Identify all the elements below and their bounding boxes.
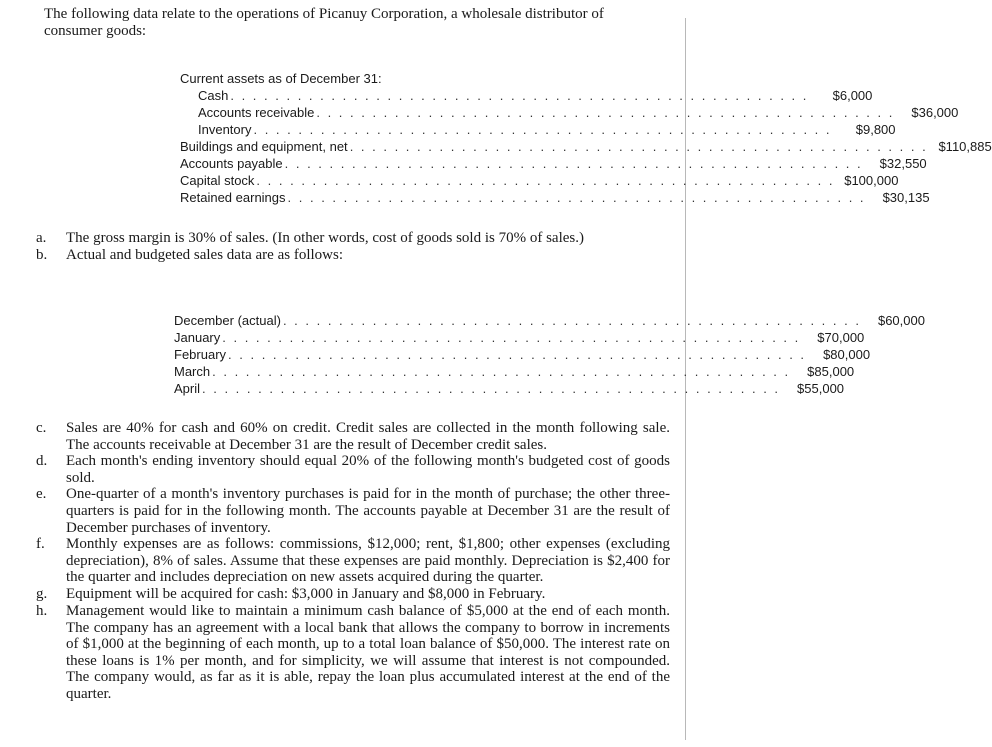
row-amount: $60,000 [877, 313, 925, 328]
row-label: February [174, 347, 227, 362]
balance-rows [180, 87, 992, 206]
row-amount: $70,000 [817, 330, 865, 345]
list-item [36, 420, 670, 453]
intro-line-2: consumer goods: [44, 23, 147, 39]
row-label: Accounts receivable [198, 105, 315, 120]
item-text: Sales are 40% for cash and 60% on credit. Credit sales are collected in the month following sale. The accounts receivable at December 31 are the result of December credit sales. [66, 420, 670, 453]
table-row [180, 138, 992, 155]
leader-dots: . . . . . . . . . . . . . . . . . . . . . . . . . . . . . . . . . . . . . . . . . . . . . . . . . . . . [282, 313, 861, 328]
list-item [36, 586, 670, 603]
leader-dots: . . . . . . . . . . . . . . . . . . . . . . . . . . . . . . . . . . . . . . . . . . . . . . . . . . . . [230, 88, 809, 103]
leader-dots: . . . . . . . . . . . . . . . . . . . . . . . . . . . . . . . . . . . . . . . . . . . . . . . . . . . . [256, 173, 835, 188]
row-label: January [174, 330, 221, 345]
row-amount: $55,000 [797, 381, 845, 396]
row-label: March [174, 364, 211, 379]
balance-heading: Current assets as of December 31: [180, 71, 382, 86]
intro-paragraph [44, 6, 684, 40]
intro-line-1: The following data relate to the operations of Picanuy Corporation, a wholesale distributor of [44, 6, 604, 22]
row-amount: $80,000 [823, 347, 871, 362]
list-item [36, 486, 670, 536]
table-row [174, 363, 855, 380]
balance-table [180, 70, 992, 206]
list-item [36, 247, 670, 264]
row-amount: $6,000 [832, 88, 873, 103]
item-marker: b. [36, 247, 48, 263]
row-label: Inventory [198, 122, 252, 137]
sales-table [174, 312, 925, 397]
row-label: Accounts payable [180, 156, 283, 171]
table-row [180, 121, 896, 138]
row-label: December (actual) [174, 313, 281, 328]
leader-dots: . . . . . . . . . . . . . . . . . . . . . . . . . . . . . . . . . . . . . . . . . . . . . . . . . . . . [228, 347, 807, 362]
item-marker: d. [36, 453, 48, 470]
list-item [36, 230, 670, 247]
table-row [174, 329, 865, 346]
table-row [174, 312, 925, 329]
item-marker: h. [36, 602, 48, 619]
item-text: Each month's ending inventory should equal 20% of the following month's budgeted cost of goods sold. [66, 453, 670, 486]
row-amount: $100,000 [844, 173, 899, 188]
leader-dots: . . . . . . . . . . . . . . . . . . . . . . . . . . . . . . . . . . . . . . . . . . . . . . . . . . . . [222, 330, 801, 345]
items-a-b [36, 230, 670, 264]
row-amount: $36,000 [911, 105, 959, 120]
row-label: April [174, 381, 201, 396]
item-marker: e. [36, 486, 47, 503]
leader-dots: . . . . . . . . . . . . . . . . . . . . . . . . . . . . . . . . . . . . . . . . . . . . . . . . . . . . [284, 156, 863, 171]
row-amount: $30,135 [882, 190, 930, 205]
items-c-h [36, 420, 670, 703]
item-text: Monthly expenses are as follows: commissions, $12,000; rent, $1,800; other expenses (excluding depreciation), 8% of sales. Assume that these expenses are paid monthly. Depreciation is $2,400 for the quarter and includes depreciation on new assets acquired during the quarter. [66, 536, 670, 586]
table-row [180, 104, 959, 121]
item-marker: g. [36, 585, 48, 602]
item-text: Actual and budgeted sales data are as follows: [66, 247, 343, 263]
leader-dots: . . . . . . . . . . . . . . . . . . . . . . . . . . . . . . . . . . . . . . . . . . . . . . . . . . . . [287, 190, 866, 205]
item-text: One-quarter of a month's inventory purchases is paid for in the month of purchase; the other three-quarters is paid for in the following month. The accounts payable at December 31 are the result of December purchases of inventory. [66, 486, 670, 536]
item-marker: c. [36, 420, 47, 436]
row-label: Capital stock [180, 173, 255, 188]
row-amount: $9,800 [855, 122, 896, 137]
row-label: Buildings and equipment, net [180, 139, 348, 154]
leader-dots: . . . . . . . . . . . . . . . . . . . . . . . . . . . . . . . . . . . . . . . . . . . . . . . . . . . . [349, 139, 928, 154]
table-row [180, 172, 899, 189]
item-text: The gross margin is 30% of sales. (In other words, cost of goods sold is 70% of sales.) [66, 230, 584, 246]
list-item [36, 603, 670, 703]
table-row [180, 155, 927, 172]
item-text: Equipment will be acquired for cash: $3,000 in January and $8,000 in February. [66, 585, 546, 602]
row-amount: $110,885 [938, 139, 992, 154]
leader-dots: . . . . . . . . . . . . . . . . . . . . . . . . . . . . . . . . . . . . . . . . . . . . . . . . . . . . [316, 105, 895, 120]
leader-dots: . . . . . . . . . . . . . . . . . . . . . . . . . . . . . . . . . . . . . . . . . . . . . . . . . . . . [202, 381, 781, 396]
row-amount: $32,550 [879, 156, 927, 171]
item-marker: f. [36, 536, 45, 553]
row-amount: $85,000 [807, 364, 855, 379]
table-row [180, 189, 930, 206]
list-item [36, 536, 670, 586]
table-row [174, 380, 845, 397]
row-label: Cash [198, 88, 229, 103]
table-row [174, 346, 871, 363]
item-text: Management would like to maintain a minimum cash balance of $5,000 at the end of each month. The company has an agreement with a local bank that allows the company to borrow in increments of $1,000 at the beginning of each month, up to a total loan balance of $50,000. The interest rate on these loans is 1% per month, and for simplicity, we will assume that interest is not compounded. The company would, as far as it is able, repay the loan plus accumulated interest at the end of the quarter. [66, 602, 670, 702]
leader-dots: . . . . . . . . . . . . . . . . . . . . . . . . . . . . . . . . . . . . . . . . . . . . . . . . . . . . [212, 364, 791, 379]
sales-rows [174, 312, 925, 397]
table-row [180, 87, 873, 104]
leader-dots: . . . . . . . . . . . . . . . . . . . . . . . . . . . . . . . . . . . . . . . . . . . . . . . . . . . . [253, 122, 832, 137]
list-item [36, 453, 670, 486]
row-label: Retained earnings [180, 190, 286, 205]
item-marker: a. [36, 230, 47, 246]
